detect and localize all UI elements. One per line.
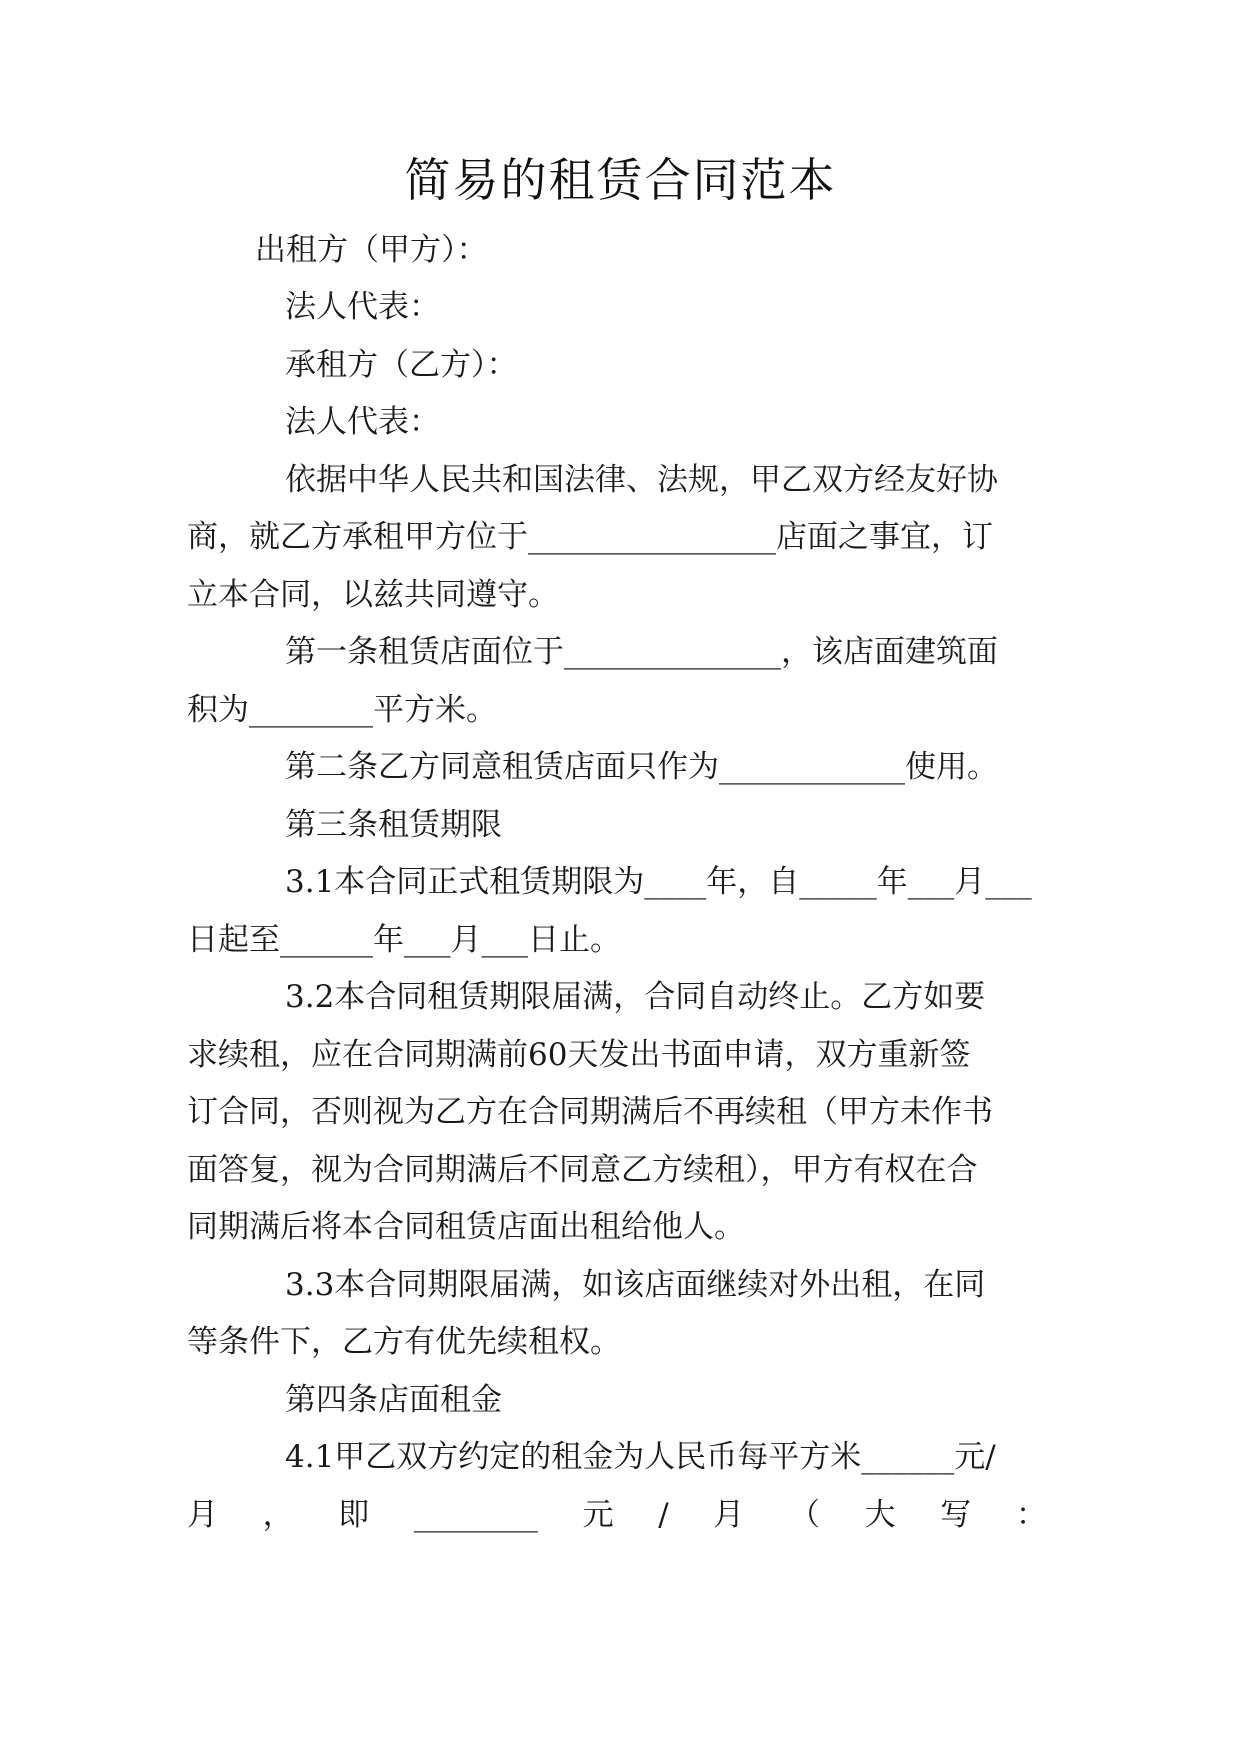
lessor-representative-line: 法人代表： [285,289,440,325]
lessee-representative-line: 法人代表： [285,404,440,440]
paragraph-line: 订合同，否则视为乙方在合同期满后不再续租（甲方未作书 [187,1094,993,1130]
paragraph-line: 日起至______年___月___日止。 [187,922,621,958]
paragraph-line: 3.1本合同正式租赁期限为____年，自_____年___月___ [285,864,1032,900]
text-part: ， [262,1497,294,1533]
text-part: （ [788,1497,820,1533]
section-heading: 第四条店面租金 [285,1382,502,1418]
blank-field: ________ [413,1497,538,1533]
paragraph-line: 依据中华人民共和国法律、法规，甲乙双方经友好协 [285,462,998,498]
text-part: 即 [338,1497,370,1533]
lessor-line: 出租方（甲方）： [255,232,488,268]
text-part: 月 [187,1497,218,1533]
text-part: ： [1015,1497,1047,1533]
section-heading: 第三条租赁期限 [285,807,502,843]
lessee-line: 承租方（乙方）： [285,347,518,383]
text-part: 月 [713,1497,745,1533]
text-part: 大 [864,1497,896,1533]
paragraph-line: 求续租，应在合同期满前60天发出书面申请，双方重新签 [187,1037,971,1073]
paragraph-line: 第一条租赁店面位于______________，该店面建筑面 [285,634,998,670]
paragraph-line: 4.1甲乙双方约定的租金为人民币每平方米______元/ [285,1439,996,1475]
paragraph-line: 等条件下，乙方有优先续租权。 [187,1324,621,1360]
paragraph-line: 同期满后将本合同租赁店面出租给他人。 [187,1209,745,1245]
text-part: / [658,1497,669,1533]
text-part: 元 [582,1497,614,1533]
paragraph-line: 3.3本合同期限届满，如该店面继续对外出租，在同 [285,1267,986,1303]
paragraph-line: 商，就乙方承租甲方位于________________店面之事宜，订 [187,519,993,555]
document-title: 简易的租赁合同范本 [404,153,837,207]
paragraph-line: 3.2本合同租赁期限届满，合同自动终止。乙方如要 [285,979,986,1015]
text-part: 写 [940,1497,972,1533]
paragraph-line: 积为________平方米。 [187,692,497,728]
rent-amount-line [187,1493,1047,1537]
paragraph-line: 立本合同，以兹共同遵守。 [187,577,559,613]
paragraph-line: 第二条乙方同意租赁店面只作为____________使用。 [285,749,998,785]
paragraph-line: 面答复，视为合同期满后不同意乙方续租），甲方有权在合 [187,1152,978,1188]
